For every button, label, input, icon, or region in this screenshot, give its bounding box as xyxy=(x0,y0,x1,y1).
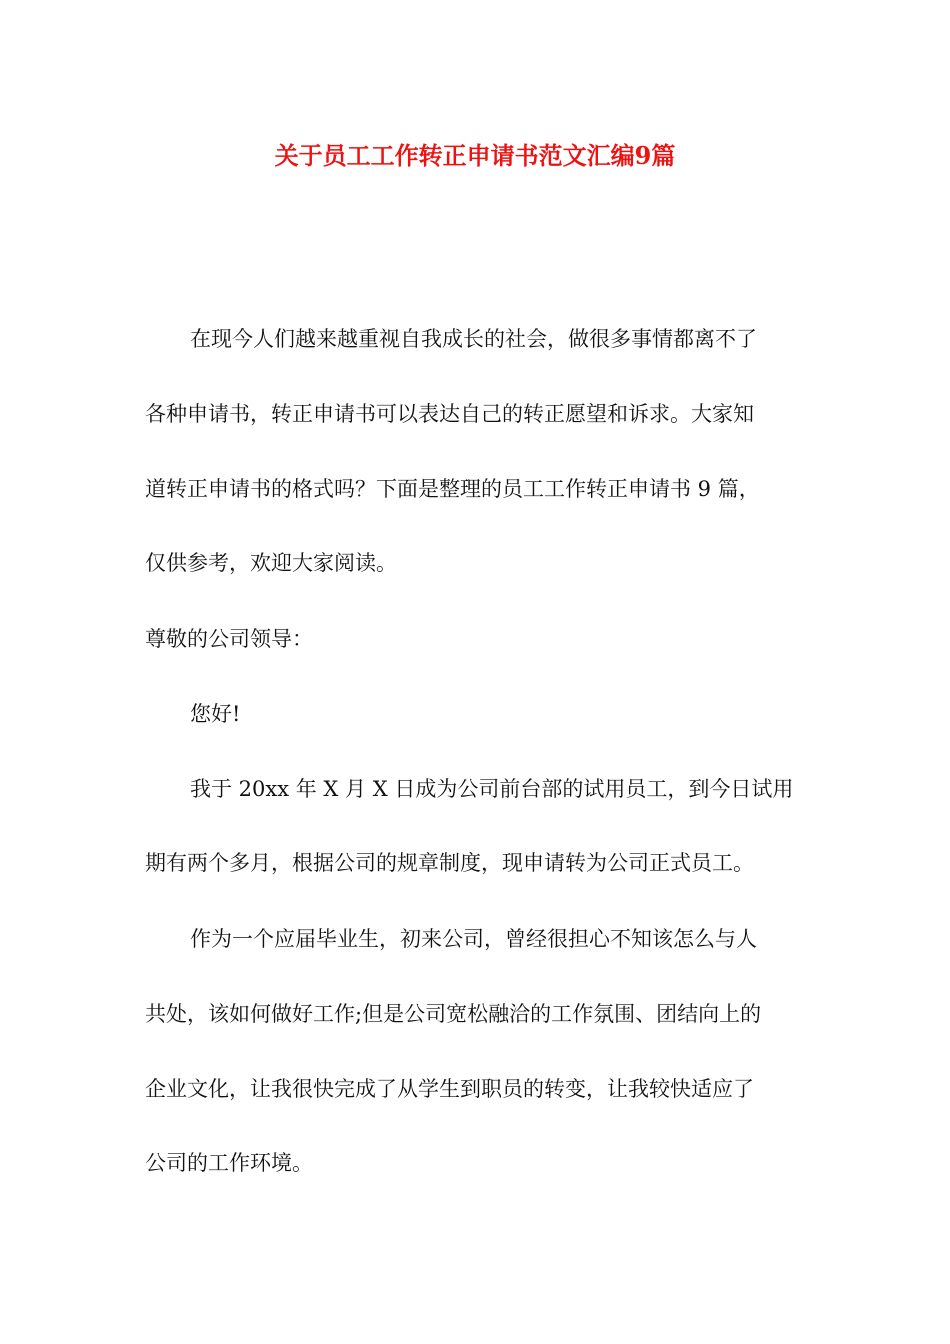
paragraph-line: 企业文化，让我很快完成了从学生到职员的转变，让我较快适应了 xyxy=(145,1077,754,1101)
greeting: 您好! xyxy=(190,702,241,726)
document-title: 关于员工工作转正申请书范文汇编9篇 xyxy=(274,141,676,170)
paragraph-line: 仅供参考，欢迎大家阅读。 xyxy=(145,551,397,575)
paragraph-line: 我于 20xx 年 X 月 X 日成为公司前台部的试用员工，到今日试用 xyxy=(190,777,794,801)
paragraph-line: 期有两个多月，根据公司的规章制度，现申请转为公司正式员工。 xyxy=(145,851,754,875)
paragraph-line: 作为一个应届毕业生，初来公司，曾经很担心不知该怎么与人 xyxy=(190,927,757,951)
paragraph-line: 公司的工作环境。 xyxy=(145,1151,313,1175)
paragraph-line: 道转正申请书的格式吗？下面是整理的员工工作转正申请书 9 篇， xyxy=(145,477,760,501)
paragraph-line: 各种申请书，转正申请书可以表达自己的转正愿望和诉求。大家知 xyxy=(145,402,754,426)
paragraph-line: 共处，该如何做好工作;但是公司宽松融洽的工作氛围、团结向上的 xyxy=(145,1002,762,1026)
salutation: 尊敬的公司领导： xyxy=(145,627,313,651)
paragraph-line: 在现今人们越来越重视自我成长的社会，做很多事情都离不了 xyxy=(190,327,757,351)
